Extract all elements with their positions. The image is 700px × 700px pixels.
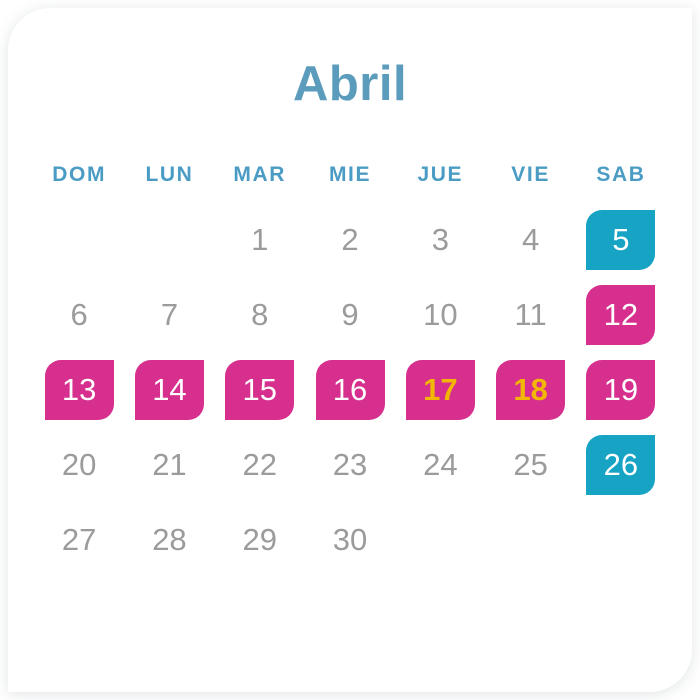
weekday-header-cell [305, 148, 395, 202]
calendar-cell [395, 277, 485, 352]
calendar-cell [395, 202, 485, 277]
calendar-cell [215, 427, 305, 502]
calendar-cell [576, 202, 666, 277]
calendar-cell [395, 352, 485, 427]
calendar-cell [215, 352, 305, 427]
calendar-week-row [34, 202, 666, 277]
calendar-weeks [34, 202, 666, 577]
calendar-day[interactable]: 6 [70, 296, 88, 332]
calendar-day[interactable]: 8 [251, 296, 269, 332]
calendar-cell [215, 202, 305, 277]
calendar-day[interactable]: 12 [586, 285, 655, 345]
calendar-day[interactable]: 2 [341, 221, 359, 257]
calendar-day[interactable]: 28 [152, 521, 187, 557]
calendar-cell [576, 427, 666, 502]
calendar-day[interactable]: 17 [406, 360, 475, 420]
weekday-label-mie: MIE [328, 163, 372, 186]
calendar-day[interactable]: 9 [341, 296, 359, 332]
calendar-cell [485, 427, 575, 502]
weekday-label-sab: SAB [596, 163, 646, 186]
calendar-cell [34, 352, 124, 427]
calendar-day[interactable]: 7 [160, 296, 179, 332]
calendar-day[interactable]: 1 [251, 221, 269, 257]
calendar-cell [305, 352, 395, 427]
calendar-day[interactable]: 15 [225, 360, 294, 420]
calendar-day-empty [45, 210, 114, 270]
weekday-header-row [34, 148, 666, 202]
calendar-week-row [34, 277, 666, 352]
calendar-day[interactable]: 14 [135, 360, 204, 420]
weekday-header-cell [485, 148, 575, 202]
calendar-cell [576, 277, 666, 352]
calendar-cell [215, 277, 305, 352]
calendar-day[interactable]: 27 [61, 521, 97, 557]
calendar-day[interactable]: 18 [496, 360, 565, 420]
calendar-cell [485, 352, 575, 427]
calendar-day[interactable]: 10 [423, 296, 458, 332]
calendar-cell [576, 352, 666, 427]
weekday-header-cell [215, 148, 305, 202]
weekday-label-lun: LUN [145, 163, 194, 186]
calendar-cell [485, 277, 575, 352]
calendar-day[interactable]: 21 [152, 446, 187, 482]
calendar-cell [34, 427, 124, 502]
weekday-label-dom: DOM [52, 163, 107, 186]
weekday-header-cell [576, 148, 666, 202]
calendar-cell [305, 277, 395, 352]
calendar-cell [305, 202, 395, 277]
calendar-week-row [34, 502, 666, 577]
calendar-cell [485, 502, 575, 577]
calendar-day-empty [406, 510, 475, 570]
calendar-week-row [34, 352, 666, 427]
weekday-label-jue: JUE [417, 163, 464, 186]
calendar-day-empty [135, 210, 204, 270]
calendar-day[interactable]: 20 [61, 446, 97, 482]
calendar-day-empty [586, 510, 655, 570]
calendar-day[interactable]: 4 [522, 221, 540, 257]
calendar-cell [124, 352, 214, 427]
calendar-cell [305, 427, 395, 502]
weekday-label-vie: VIE [511, 163, 550, 186]
weekday-header-cell [124, 148, 214, 202]
calendar-day[interactable]: 24 [423, 446, 458, 482]
calendar-cell [34, 502, 124, 577]
calendar-day[interactable]: 11 [514, 296, 547, 332]
calendar-day[interactable]: 16 [316, 360, 385, 420]
calendar-cell [395, 427, 485, 502]
calendar-day[interactable]: 5 [586, 210, 655, 270]
calendar-day-empty [496, 510, 565, 570]
calendar-day[interactable]: 30 [332, 521, 368, 557]
calendar-day[interactable]: 26 [586, 435, 655, 495]
calendar-day[interactable]: 29 [242, 521, 277, 557]
calendar-day[interactable]: 23 [332, 446, 368, 482]
weekday-header-cell [395, 148, 485, 202]
calendar-cell [215, 502, 305, 577]
calendar-grid [34, 148, 666, 577]
calendar-day[interactable]: 25 [513, 446, 548, 482]
calendar-cell [124, 502, 214, 577]
calendar-day[interactable]: 22 [242, 446, 277, 482]
calendar-cell [34, 202, 124, 277]
calendar-cell [395, 502, 485, 577]
calendar-day[interactable]: 13 [45, 360, 114, 420]
calendar-cell [305, 502, 395, 577]
calendar-cell [124, 427, 214, 502]
weekday-header-cell [34, 148, 124, 202]
calendar-cell [485, 202, 575, 277]
calendar-day[interactable]: 3 [431, 221, 449, 257]
page-title: Abril [292, 57, 408, 111]
calendar-card [8, 8, 692, 692]
calendar-cell [34, 277, 124, 352]
calendar-week-row [34, 427, 666, 502]
calendar-cell [124, 277, 214, 352]
calendar-cell [576, 502, 666, 577]
weekday-label-mar: MAR [233, 163, 287, 186]
calendar-cell [124, 202, 214, 277]
calendar-day[interactable]: 19 [586, 360, 655, 420]
